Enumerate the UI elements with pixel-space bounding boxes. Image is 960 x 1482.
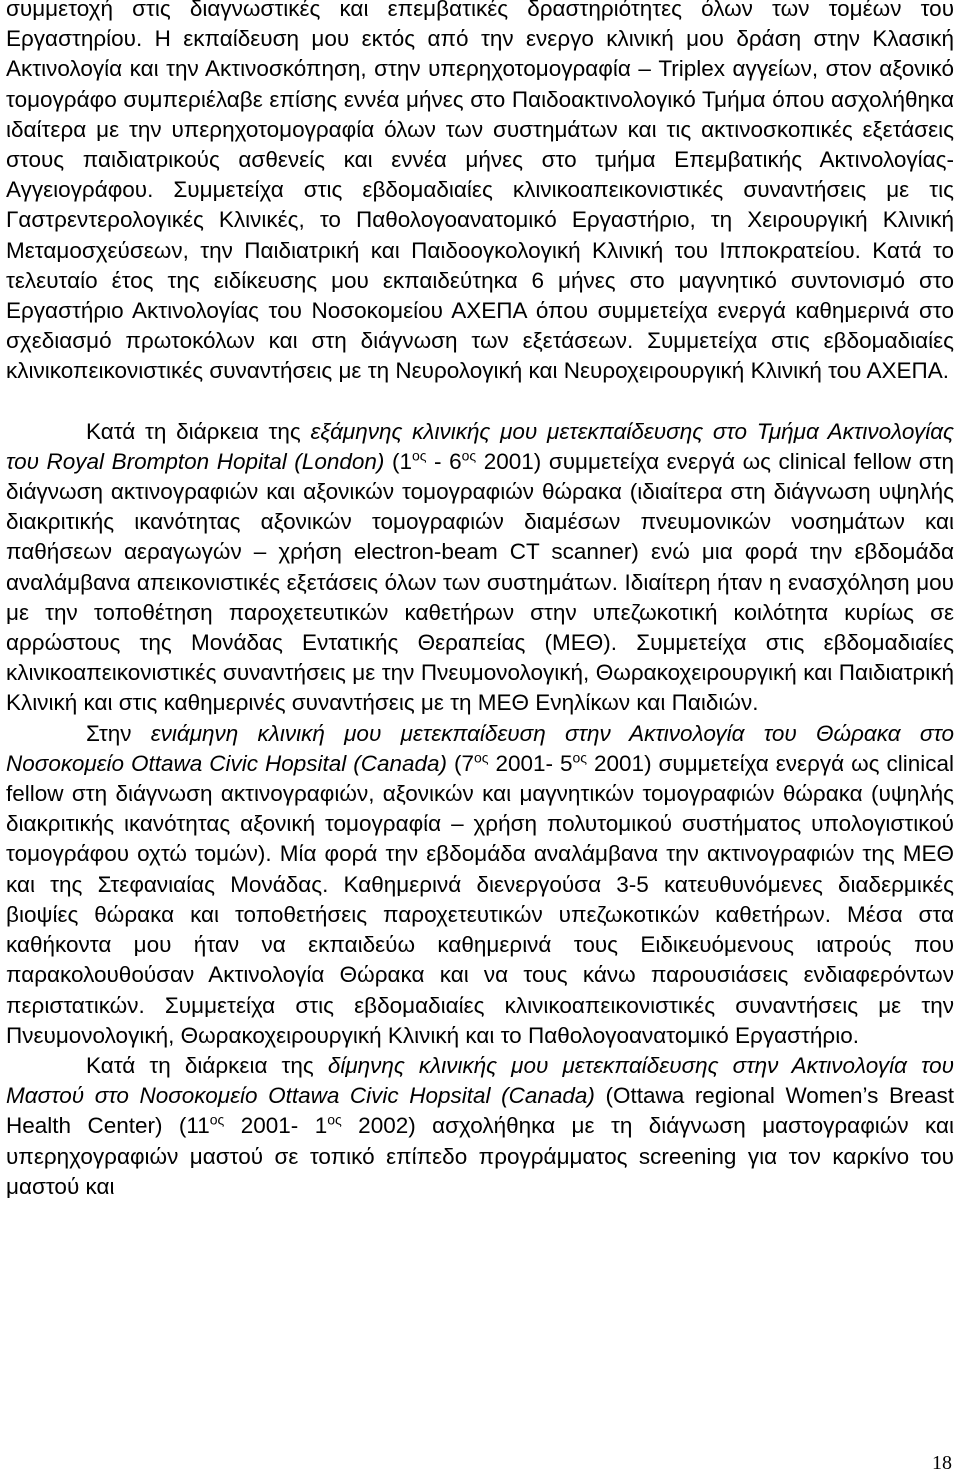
paragraph-2-sup-2: ος: [461, 447, 477, 464]
paragraph-2-italic: εξάμηνης κλινικής μου μετεκπαίδευσης στο Τμήμα Ακτινολογίας του Royal Brompton Hopital (London): [6, 418, 954, 474]
paragraph-2-text-c: (1: [384, 448, 412, 474]
paragraph-2-text-e: 2001) συμμετείχα ενεργά ως clinical fellow στη διάγνωση ακτινογραφιών και αξονικών τομογραφιών θώρακα (ιδιαίτερα στη διάγνωση υψηλής διακριτικής ικανότητας αξονικών τομογραφιών διαμέσων πνευμονικών νοσημάτων και παθήσεων αεραγωγών – χρήση electron-beam CT scanner) ενώ μια φορά την εβδομάδα αναλάμβανα απεικονιστικές εξετάσεις όλων των συστημάτων. Ιδιαίτερη ήταν η ενασχόληση μου με την τοποθέτηση παροχετευτικών καθετήρων στην υπεζωκοτική κοιλότητα κυρίως σε αρρώστους της Μονάδας Εντατικής Θεραπείας (ΜΕΘ). Συμμετείχα στις εβδομαδιαίες κλινικοαπεικονιστικές συναντήσεις με την Πνευμονολογική, Θωρακοχειρουργική και Παιδιατρική Κλινική και στις καθημερινές συναντήσεις με τη ΜΕΘ Ενηλίκων και Παιδιών.: [6, 448, 954, 716]
paragraph-3-text-d: 2001- 5: [488, 750, 573, 776]
paragraph-4: [6, 1051, 954, 1202]
paragraph-2-sup-1: ος: [411, 447, 427, 464]
paragraph-3-italic: ενιάμηνη κλινική μου μετεκπαίδευση στην Ακτινολογία του Θώρακα στο Νοσοκομείο Ottawa Civic Hopsital (Canada): [6, 720, 954, 776]
paragraph-3-text-e: 2001) συμμετείχα ενεργά ως clinical fellow στη διάγνωση ακτινογραφιών, αξονικών και μαγνητικών τομογραφιών θώρακα (υψηλής διακριτικής ικανότητας αξονική τομογραφία – χρήση πολυτομικού συστήματος υπολογιστικού τομογράφου οχτώ τομών). Μία φορά την εβδομάδα αναλάμβανα την ακτινογραφιών της ΜΕΘ και της Στεφανιαίας Μονάδας. Καθημερινά διενεργούσα 3-5 κατευθυνόμενες διαδερμικές βιοψίες θώρακα και τοποθετήσεις παροχετευτικών υπεζωκοτικών καθετήρων. Μέσα στα καθήκοντα μου ήταν να εκπαιδεύω καθημερινά τους Ειδικευόμενους ιατρούς που παρακολουθούσαν Ακτινολογία Θώρακα και να τους κάνω παρουσιάσεις ενδιαφερόντων περιστατικών. Συμμετείχα στις εβδομαδιαίες κλινικοαπεικονιστικές συναντήσεις με την Πνευμονολογική, Θωρακοχειρουργική Κλινική και το Παθολογοανατομικό Εργαστήριο.: [6, 750, 954, 1048]
paragraph-1: συμμετοχή στις διαγνωστικές και επεμβατικές δραστηριότητες όλων των τομέων του Εργαστηρίου. Η εκπαίδευση μου εκτός από την ενεργο κλινική μου δράση στην Κλασική Ακτινολογία και την Ακτινοσκόπηση, στην υπερηχοτομογραφία – Triplex αγγείων, στον αξονικό τομογράφο συμπεριέλαβε επίσης εννέα μήνες στο Παιδοακτινολογικό Τμήμα όπου ασχολήθηκα ιδαίτερα με την υπερηχοτομογραφία όλων των συστημάτων και τις ακτινοσκοπικές εξετάσεις στους παιδιατρικούς ασθενείς και εννέα μήνες στο τμήμα Επεμβατικής Ακτινολογίας- Αγγειογράφου. Συμμετείχα στις εβδομαδιαίες κλινικοαπεικονιστικές συναντήσεις με τις Γαστρεντερολογικές Κλινικές, το Παθολογοανατομικό Εργαστήριο, τη Χειρουργική Κλινική Μεταμοσχεύσεων, την Παιδιατρική και Παιδοογκολογική Κλινική του Ιπποκρατείου. Κατά το τελευταίο έτος της ειδίκευσης μου εκπαιδεύτηκα 6 μήνες στο μαγνητικό συντονισμό στο Εργαστήριο Ακτινολογίας του Νοσοκομείου ΑΧΕΠΑ όπου συμμετείχα ενεργά καθημερινά στο σχεδιασμό πρωτοκόλων και στη διάγνωση των εξετάσεων. Συμμετείχα στις εβδομαδιαίες κλινικοπεικονιστικές συναντήσεις με τη Νευρολογική και Νευροχειρουργική Κλινική του ΑΧΕΠΑ.: [6, 0, 954, 384]
document-page: [6, 0, 954, 1202]
paragraph-3-sup-2: ος: [572, 749, 588, 766]
paragraph-4-italic: δίμηνης κλινικής μου μετεκπαίδευσης στην Ακτινολογία του Μαστού στο Νοσοκομείο Ottawa Civic Hopsital (Canada): [6, 1052, 954, 1109]
paragraph-2-text-a: Κατά τη διάρκεια της: [86, 418, 311, 444]
paragraph-3: [6, 719, 954, 1051]
paragraph-4-text-a: Κατά τη διάρκεια της: [86, 1052, 328, 1078]
paragraph-4-text-e: 2002) ασχολήθηκα με τη διάγνωση μαστογραφιών και υπερηχογραφιών μαστού σε τοπικό επίπεδο προγράμματος screening για τον καρκίνο του μαστού και: [6, 1113, 955, 1199]
paragraph-3-text-a: Στην: [86, 720, 151, 746]
paragraph-spacer: [6, 387, 954, 417]
paragraph-4-text-d: 2001- 1: [224, 1113, 328, 1139]
paragraph-4-sup-1: ος: [209, 1111, 225, 1128]
paragraph-4-sup-2: ος: [327, 1111, 342, 1128]
paragraph-3-text-c: (7: [447, 750, 474, 776]
paragraph-2: [6, 417, 954, 719]
paragraph-4-text-c: (Ottawa regional Women’s Breast Health Center) (11: [6, 1083, 954, 1139]
paragraph-2-text-d: - 6: [426, 448, 462, 474]
page-number: 18: [932, 1452, 952, 1474]
paragraph-3-sup-1: ος: [473, 749, 489, 766]
